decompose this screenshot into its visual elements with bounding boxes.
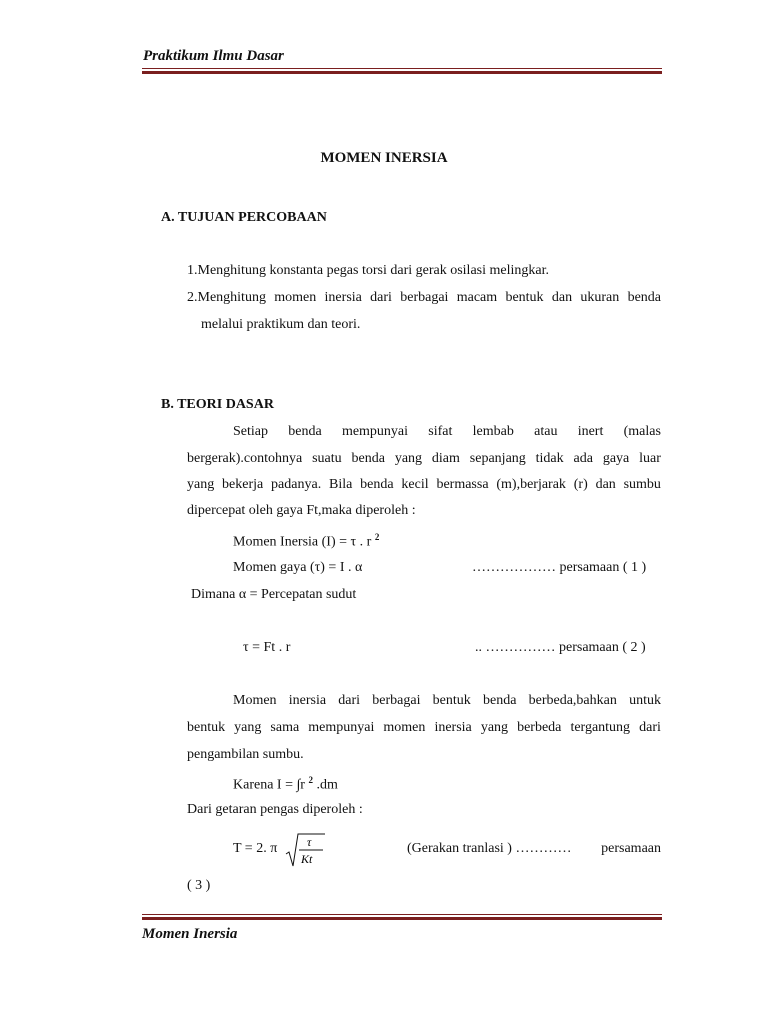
equation-integral-tail: .dm	[312, 777, 338, 793]
word: dari	[370, 290, 392, 305]
word: bergerak).contohnya	[187, 451, 303, 466]
footer-rule	[142, 914, 662, 920]
word: inert	[577, 424, 604, 439]
running-footer: Momen Inersia	[142, 926, 238, 942]
word: dari	[639, 720, 661, 735]
word: dan	[551, 290, 573, 305]
section-a-heading: A. TUJUAN PERCOBAAN	[161, 210, 327, 225]
word: tergantung	[570, 720, 631, 735]
equation-1-reference: ……………… persamaan ( 1 )	[472, 560, 647, 575]
header-rule	[142, 68, 662, 74]
word: 2.Menghitung	[187, 290, 266, 305]
word: sama	[270, 720, 300, 735]
word: kecil	[401, 477, 429, 492]
word: yang	[480, 720, 509, 735]
word: berbeda	[517, 720, 562, 735]
theory-p1-line-3	[187, 477, 661, 493]
theory-p1-line-1	[233, 424, 661, 440]
word: berbagai	[400, 290, 449, 305]
word: yang	[394, 451, 423, 466]
word: luar	[639, 451, 661, 466]
word: lembab	[472, 424, 514, 439]
angular-acceleration-definition: Dimana α = Percepatan sudut	[191, 587, 357, 602]
word: inersia	[324, 290, 362, 305]
running-header: Praktikum Ilmu Dasar	[143, 48, 284, 64]
equation-2-reference: .. …………… persamaan ( 2 )	[475, 640, 646, 655]
word: benda	[351, 451, 385, 466]
word: dan	[595, 477, 616, 492]
word: bentuk	[432, 693, 471, 708]
word: gaya	[602, 451, 630, 466]
word: Momen	[233, 693, 277, 708]
word: untuk	[629, 693, 661, 708]
word: momen	[274, 290, 317, 305]
equation-moment-of-inertia-text: Momen Inersia (I) = τ . r	[233, 534, 372, 550]
equation-3-reference	[407, 841, 661, 857]
word: benda	[627, 290, 661, 305]
theory-p2-line-2	[187, 720, 661, 736]
word: benda	[482, 693, 517, 708]
theory-p1-line-4: dipercepat oleh gaya Ft,maka diperoleh :	[187, 503, 416, 518]
section-b-heading: B. TEORI DASAR	[161, 397, 274, 412]
word: (m),berjarak	[496, 477, 566, 492]
word: suatu	[312, 451, 342, 466]
word: benda	[360, 477, 394, 492]
word: mempunyai	[341, 424, 409, 439]
word: (Gerakan tranlasi ) …………	[407, 841, 572, 856]
word: ada	[573, 451, 593, 466]
word: diam	[431, 451, 460, 466]
word: mempunyai	[308, 720, 375, 735]
word: (malas	[623, 424, 661, 439]
word: (r)	[573, 477, 588, 492]
fraction-denominator: Kt	[301, 852, 313, 866]
equation-period: T = 2. π	[233, 841, 278, 856]
word: atau	[534, 424, 558, 439]
word: padanya.	[271, 477, 322, 492]
word: berbeda,bahkan	[528, 693, 617, 708]
equation-integral-text: Karena I = ∫r	[233, 777, 305, 793]
objective-item-2-line-2: melalui praktikum dan teori.	[201, 317, 361, 332]
word: bermassa	[436, 477, 489, 492]
word: sepanjang	[469, 451, 526, 466]
theory-p1-line-2	[187, 451, 661, 467]
word: sumbu	[623, 477, 661, 492]
word: yang	[234, 720, 262, 735]
word: benda	[288, 424, 322, 439]
equation-tau: τ = Ft . r	[243, 640, 291, 655]
word: bentuk	[187, 720, 226, 735]
word: inersia	[434, 720, 472, 735]
word: bentuk	[505, 290, 544, 305]
word: bekerja	[222, 477, 264, 492]
word: sifat	[428, 424, 453, 439]
theory-p2-line-3: pengambilan sumbu.	[187, 747, 304, 762]
theory-p2-line-1	[233, 693, 661, 709]
word: Bila	[329, 477, 353, 492]
word: inersia	[288, 693, 327, 708]
word: momen	[383, 720, 426, 735]
word: ukuran	[580, 290, 620, 305]
objective-item-2-line-1	[187, 290, 661, 306]
page-title: MOMEN INERSIA	[320, 150, 448, 166]
exponent: 2	[308, 775, 313, 785]
equation-integral	[233, 775, 338, 794]
equation-torque: Momen gaya (τ) = I . α	[233, 560, 363, 575]
objective-item-1: 1.Menghitung konstanta pegas torsi dari gerak osilasi melingkar.	[187, 263, 549, 278]
word: yang	[187, 477, 215, 492]
exponent: 2	[374, 532, 380, 542]
word: dari	[338, 693, 361, 708]
fraction-numerator: τ	[307, 835, 312, 849]
sqrt-fraction	[285, 832, 325, 868]
word: berbagai	[372, 693, 421, 708]
equation-moment-of-inertia	[233, 532, 379, 551]
word: tidak	[535, 451, 564, 466]
word: persamaan	[601, 841, 661, 856]
equation-3-label: ( 3 )	[187, 878, 211, 893]
oscillation-intro: Dari getaran pengas diperoleh :	[187, 802, 363, 817]
word: Setiap	[233, 424, 268, 439]
word: macam	[456, 290, 498, 305]
